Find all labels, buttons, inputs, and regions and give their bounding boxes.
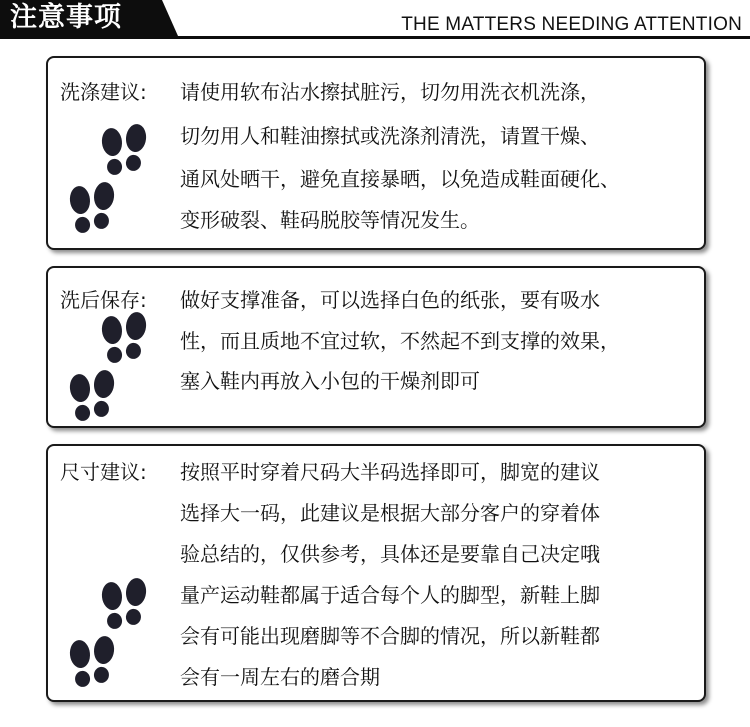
section-line: 会有一周左右的磨合期	[180, 665, 380, 689]
section-line: 性，而且质地不宜过软，不然起不到支撑的效果，	[180, 329, 620, 353]
section-line: 通风处晒干，避免直接暴晒，以免造成鞋面硬化、	[180, 167, 620, 191]
section-line: 切勿用人和鞋油擦拭或洗涤剂清洗，请置干燥、	[180, 124, 600, 148]
page-title: 注意事项	[10, 2, 122, 33]
section-line: 量产运动鞋都属于适合每个人的脚型，新鞋上脚	[180, 583, 600, 607]
section-line: 验总结的，仅供参考，具体还是要靠自己决定哦	[180, 542, 600, 566]
section-card-storage	[46, 266, 706, 428]
section-label: 尺寸建议:	[60, 460, 147, 484]
section-line: 选择大一码，此建议是根据大部分客户的穿着体	[180, 501, 600, 525]
section-line: 做好支撑准备，可以选择白色的纸张，要有吸水	[180, 288, 600, 312]
section-card-washing	[46, 56, 706, 250]
section-line: 变形破裂、鞋码脱胶等情况发生。	[180, 208, 480, 232]
header-bar	[0, 0, 750, 40]
section-label: 洗涤建议:	[60, 80, 147, 104]
section-card-sizing	[46, 444, 706, 702]
header-divider	[0, 36, 750, 39]
footprints-icon	[62, 576, 162, 692]
footprints-icon	[62, 310, 162, 426]
section-line: 会有可能出现磨脚等不合脚的情况，所以新鞋都	[180, 624, 600, 648]
section-label: 洗后保存:	[60, 288, 147, 312]
page-subtitle-en: THE MATTERS NEEDING ATTENTION	[401, 14, 742, 35]
section-line: 塞入鞋内再放入小包的干燥剂即可	[180, 369, 480, 393]
section-line: 请使用软布沾水擦拭脏污，切勿用洗衣机洗涤，	[180, 80, 600, 104]
footprints-icon	[62, 122, 162, 242]
section-line: 按照平时穿着尺码大半码选择即可，脚宽的建议	[180, 460, 600, 484]
